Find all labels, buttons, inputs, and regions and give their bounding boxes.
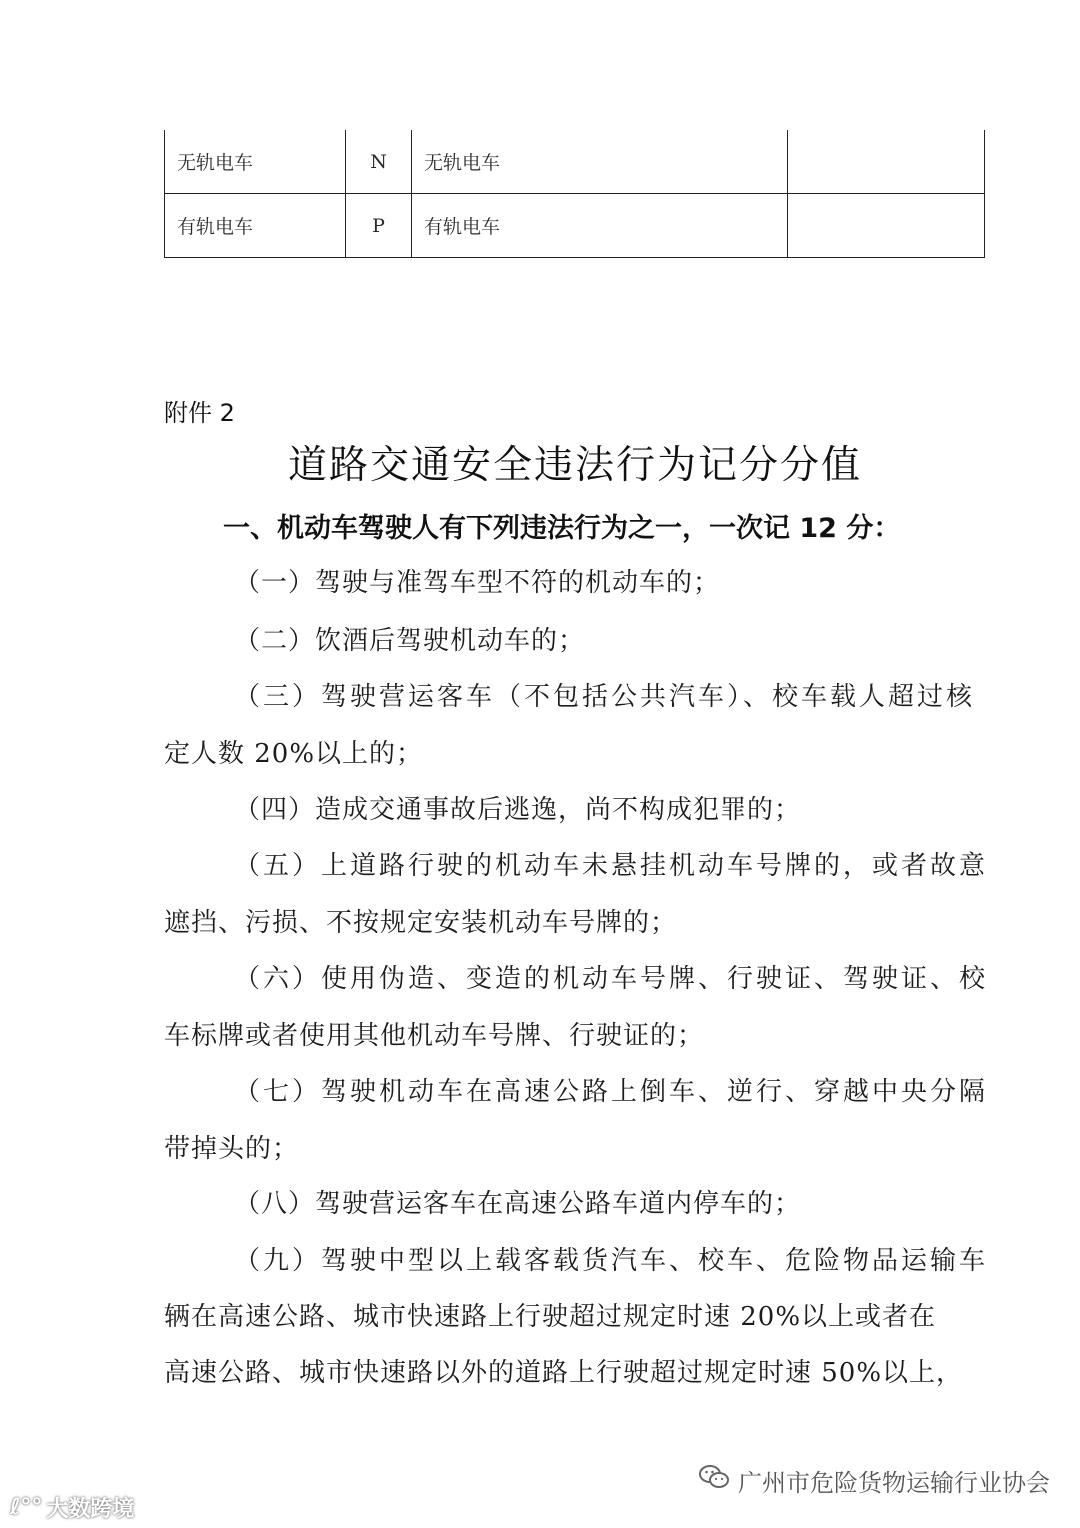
paragraph-line: 带掉头的； [164, 1134, 300, 1164]
document-title: 道路交通安全违法行为记分分值 [287, 443, 862, 488]
vehicle-desc-cell: 无轨电车 [412, 130, 788, 194]
paragraph-line: （八）驾驶营运客车在高速公路车道内停车的； [234, 1189, 802, 1219]
paragraph-line: （六）使用伪造、变造的机动车号牌、行驶证、驾驶证、校 [234, 964, 989, 994]
paragraph-line: （四）造成交通事故后逃逸，尚不构成犯罪的； [234, 795, 802, 825]
paragraph-line: 高速公路、城市快速路以外的道路上行驶超过规定时速 50%以上， [164, 1358, 964, 1388]
vehicle-code-cell: N [346, 130, 412, 194]
vehicle-type-cell: 有轨电车 [165, 194, 346, 258]
watermark-left [10, 1492, 134, 1522]
wechat-icon [698, 1463, 730, 1497]
paragraph-line: （九）驾驶中型以上载客载货汽车、校车、危险物品运输车 [234, 1246, 989, 1276]
paragraph-line: （三）驾驶营运客车（不包括公共汽车）、校车载人超过核 [234, 682, 976, 712]
watermark-right [698, 1460, 1050, 1500]
paragraph-line: 车标牌或者使用其他机动车号牌、行驶证的； [164, 1021, 705, 1051]
paragraph-line: 遮挡、污损、不按规定安装机动车号牌的； [164, 908, 678, 938]
paragraph-line: （一）驾驶与准驾车型不符的机动车的； [234, 568, 721, 598]
vehicle-type-table [164, 130, 985, 258]
attachment-label: 附件 2 [164, 399, 235, 427]
paragraph-line: （五）上道路行驶的机动车未悬挂机动车号牌的，或者故意 [234, 851, 989, 881]
vehicle-desc-cell: 有轨电车 [412, 194, 788, 258]
paragraph-line: 定人数 20%以上的； [164, 739, 424, 769]
vehicle-note-cell [788, 130, 985, 194]
vehicle-type-cell: 无轨电车 [165, 130, 346, 194]
brand-logo-icon: ℓ°° [10, 1494, 43, 1520]
paragraph-line: 辆在高速公路、城市快速路上行驶超过规定时速 20%以上或者在 [164, 1302, 937, 1332]
vehicle-code-cell: P [346, 194, 412, 258]
vehicle-note-cell [788, 194, 985, 258]
paragraph-line: （七）驾驶机动车在高速公路上倒车、逆行、穿越中央分隔 [234, 1077, 989, 1107]
watermark-left-text: 大数跨境 [46, 1496, 135, 1522]
table-row [165, 194, 985, 258]
table-row [165, 130, 985, 194]
section-heading: 一、机动车驾驶人有下列违法行为之一，一次记 12 分： [223, 513, 901, 544]
watermark-right-text: 广州市危险货物运输行业协会 [738, 1468, 1050, 1497]
paragraph-line: （二）饮酒后驾驶机动车的； [234, 626, 586, 656]
